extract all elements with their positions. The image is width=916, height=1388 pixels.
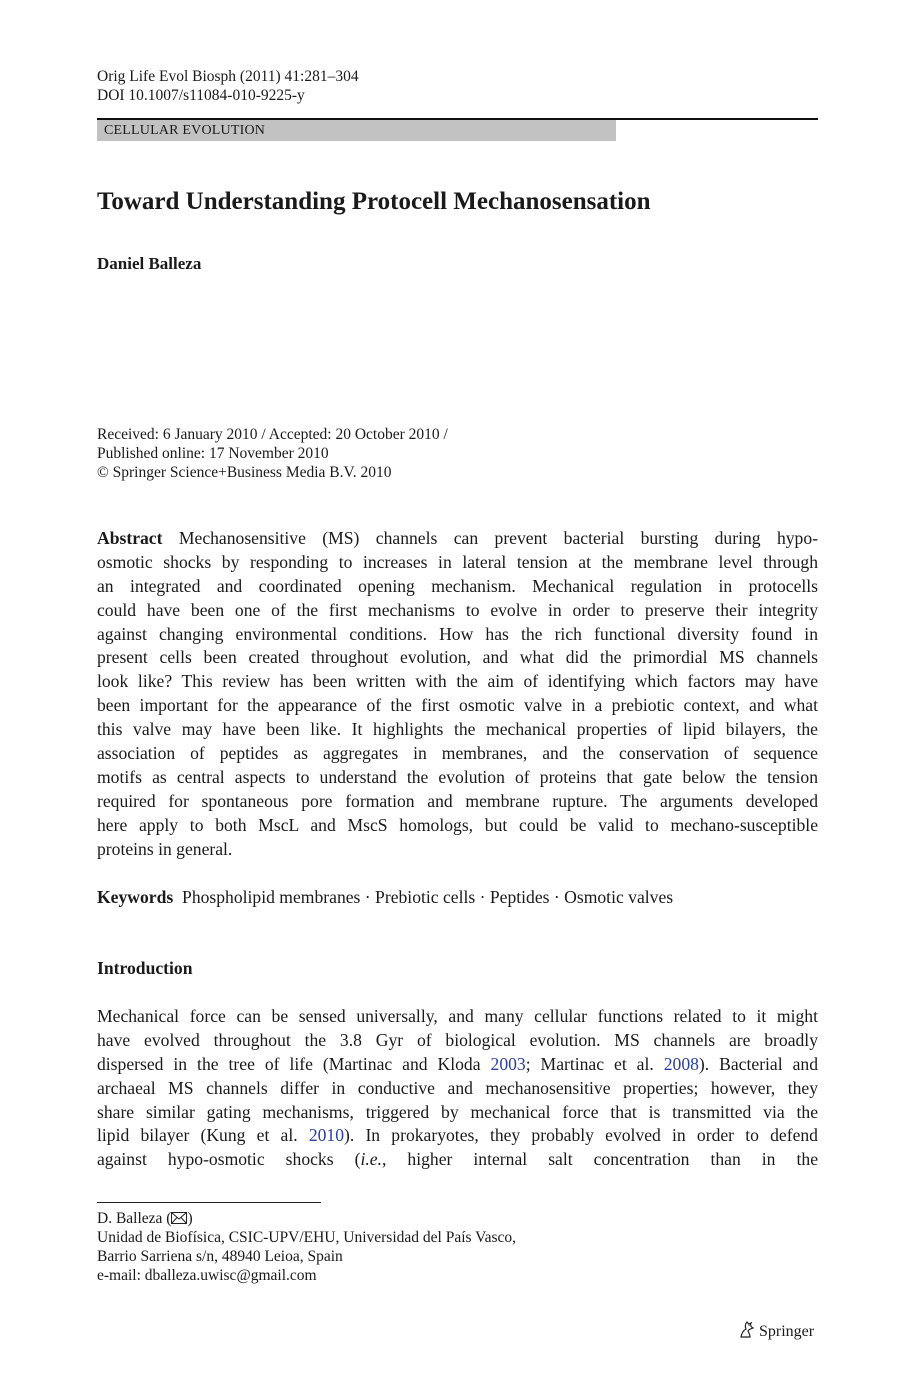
citation-link[interactable]: 2010 bbox=[308, 1125, 344, 1146]
abstract-line: here apply to both MscL and MscS homologs, but could be valid to mechano-susceptible bbox=[97, 814, 818, 835]
paper-title: Toward Understanding Protocell Mechanosensation bbox=[97, 188, 651, 215]
abstract-line: Abstract Mechanosensitive (MS) channels can prevent bacterial bursting during hypo- bbox=[97, 528, 818, 548]
journal-citation: Orig Life Evol Biosph (2011) 41:281–304 bbox=[97, 68, 359, 85]
keywords-label: Keywords bbox=[97, 887, 174, 907]
abstract-label: Abstract bbox=[97, 528, 163, 548]
introduction-paragraph bbox=[97, 1005, 818, 1172]
abstract-line: osmotic shocks by responding to increases in lateral tension at the membrane level through bbox=[97, 551, 818, 572]
citation-link[interactable]: 2003 bbox=[490, 1053, 526, 1074]
received-accepted: Received: 6 January 2010 / Accepted: 20 October 2010 / bbox=[97, 426, 448, 443]
section-label: CELLULAR EVOLUTION bbox=[104, 123, 266, 138]
springer-horse-icon bbox=[738, 1320, 755, 1344]
publisher-logo bbox=[738, 1320, 814, 1344]
intro-line: dispersed in the tree of life (Martinac and Kloda 2003; Martinac et al. 2008). Bacterial and bbox=[97, 1053, 818, 1074]
doi: DOI 10.1007/s11084-010-9225-y bbox=[97, 87, 305, 104]
published-online: Published online: 17 November 2010 bbox=[97, 445, 329, 462]
abstract-line: proteins in general. bbox=[97, 838, 233, 859]
abstract bbox=[97, 527, 818, 861]
footnote-affiliation: Unidad de Biofísica, CSIC-UPV/EHU, Universidad del País Vasco, bbox=[97, 1229, 517, 1246]
intro-line: share similar gating mechanisms, triggered by mechanical force that is transmitted via the bbox=[97, 1101, 818, 1122]
intro-line: lipid bilayer (Kung et al. 2010). In prokaryotes, they probably evolved in order to defend bbox=[97, 1125, 818, 1146]
abstract-line: this valve may have been like. It highlights the mechanical properties of lipid bilayers, the bbox=[97, 719, 818, 740]
section-heading-introduction: Introduction bbox=[97, 958, 193, 978]
abstract-line: present cells been created throughout evolution, and what did the primordial MS channels bbox=[97, 647, 818, 668]
footnote-rule bbox=[97, 1202, 321, 1203]
abstract-line: could have been one of the first mechanisms to evolve in order to preserve their integrity bbox=[97, 599, 818, 620]
abstract-line: look like? This review has been written with the aim of identifying which factors may have bbox=[97, 671, 818, 692]
keywords-list: Phospholipid membranes · Prebiotic cells · Peptides · Osmotic valves bbox=[182, 887, 674, 907]
intro-line: against hypo-osmotic shocks (i.e., higher internal salt concentration than in the bbox=[97, 1149, 819, 1170]
intro-line: have evolved throughout the 3.8 Gyr of biological evolution. MS channels are broadly bbox=[97, 1029, 818, 1050]
intro-line: archaeal MS channels differ in conductive and mechanosensitive properties; however, they bbox=[97, 1077, 818, 1098]
abstract-line: motifs as central aspects to understand the evolution of proteins that gate below the tension bbox=[97, 766, 818, 787]
envelope-icon bbox=[171, 1210, 187, 1227]
abstract-line: required for spontaneous pore formation and membrane rupture. The arguments developed bbox=[97, 790, 818, 811]
abstract-line: against changing environmental conditions. How has the rich functional diversity found in bbox=[97, 623, 818, 644]
footnote-author: D. Balleza ( ) bbox=[97, 1210, 193, 1227]
intro-line: Mechanical force can be sensed universally, and many cellular functions related to it might bbox=[97, 1006, 818, 1026]
publisher-name: Springer bbox=[759, 1323, 815, 1340]
footnote-email: e-mail: dballeza.uwisc@gmail.com bbox=[97, 1267, 317, 1284]
abstract-line: been important for the appearance of the first osmotic valve in a prebiotic context, and what bbox=[97, 695, 818, 716]
abstract-line: association of peptides as aggregates in membranes, and the conservation of sequence bbox=[97, 743, 818, 764]
keywords bbox=[97, 885, 673, 909]
citation-link[interactable]: 2008 bbox=[663, 1053, 699, 1074]
abstract-line: an integrated and coordinated opening mechanism. Mechanical regulation in protocells bbox=[97, 575, 818, 596]
footnote-address: Barrio Sarriena s/n, 48940 Leioa, Spain bbox=[97, 1248, 343, 1265]
author-name: Daniel Balleza bbox=[97, 254, 202, 273]
copyright: © Springer Science+Business Media B.V. 2010 bbox=[97, 464, 392, 481]
